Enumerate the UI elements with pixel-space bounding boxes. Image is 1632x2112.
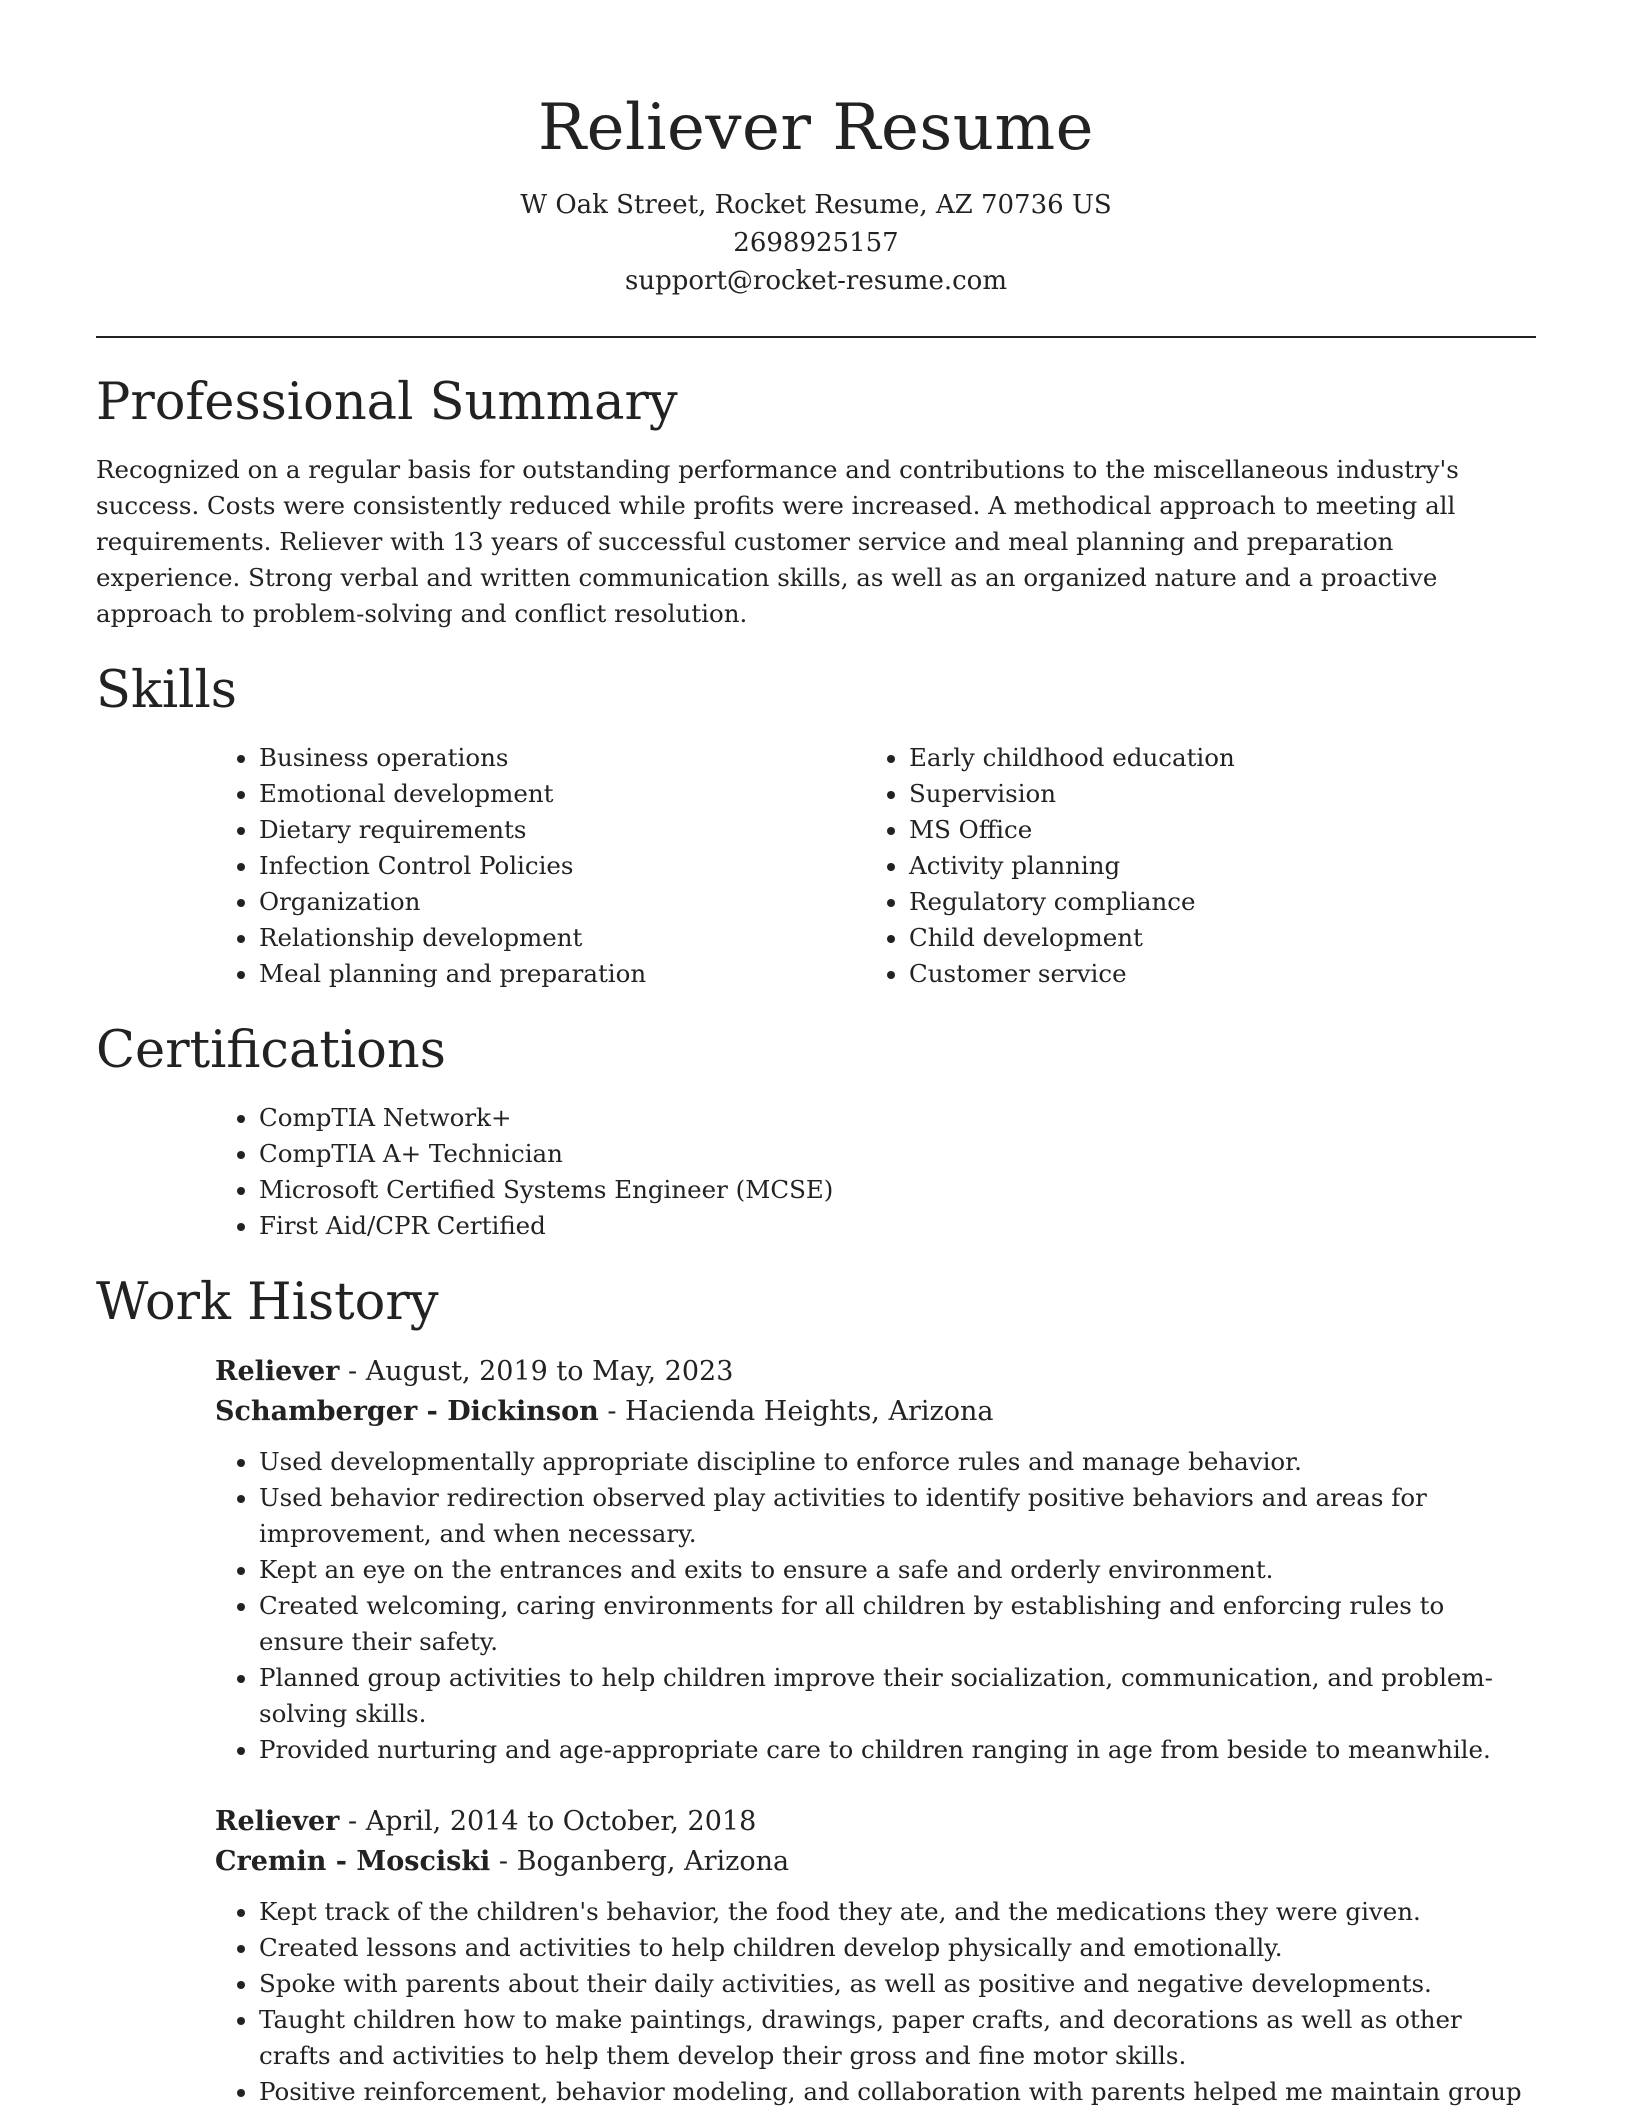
job-duty-item: • Taught children how to make paintings, drawings, paper crafts, and decorations as well as other crafts and activities to help them develop their gross and fine motor skills. xyxy=(259,2002,1536,2074)
job-duty-item: • Kept an eye on the entrances and exits to ensure a safe and orderly environment. xyxy=(259,1552,1536,1588)
skills-list-right xyxy=(865,740,1515,992)
job-duty-item: • Spoke with parents about their daily activities, as well as positive and negative developments. xyxy=(259,1966,1536,2002)
summary-heading: Professional Summary xyxy=(96,373,678,432)
job-duty-item: • Used behavior redirection observed play activities to identify positive behaviors and areas for improvement, and when necessary. xyxy=(259,1480,1536,1552)
job-duty-item: • Created welcoming, caring environments for all children by establishing and enforcing rules to ensure their safety. xyxy=(259,1588,1536,1660)
skills-column-right xyxy=(865,740,1515,992)
certifications-section xyxy=(96,1020,1536,1244)
certification-item: • First Aid/CPR Certified xyxy=(259,1208,1536,1244)
certification-item: • CompTIA A+ Technician xyxy=(259,1136,1536,1172)
certifications-list xyxy=(215,1100,1536,1244)
summary-text: Recognized on a regular basis for outstanding performance and contributions to the miscellaneous industry's success. Costs were consistently reduced while profits were increased. A methodical approach to meeting all requirements. Reliever with 13 years of successful customer service and meal planning and preparation experience. Strong verbal and written communication skills, as well as an organized nature and a proactive approach to problem-solving and conflict resolution. xyxy=(96,455,1459,628)
work-history-heading: Work History xyxy=(96,1273,439,1332)
job-duty-item: • Provided nurturing and age-appropriate care to children ranging in age from beside to meanwhile. xyxy=(259,1732,1536,1768)
work-history-section xyxy=(96,1272,1536,2110)
job-duties-list xyxy=(215,1444,1536,1768)
page-title: Reliever Resume xyxy=(537,91,1095,165)
skill-item: • Emotional development xyxy=(259,776,865,812)
job-company-line xyxy=(215,1842,1536,1882)
job-duty-item: • Used developmentally appropriate discipline to enforce rules and manage behavior. xyxy=(259,1444,1536,1480)
skill-item: • Regulatory compliance xyxy=(909,884,1515,920)
certification-item: • Microsoft Certified Systems Engineer (MCSE) xyxy=(259,1172,1536,1208)
job-entry xyxy=(215,1802,1536,2110)
email-text: support@rocket-resume.com xyxy=(624,266,1007,296)
header-divider xyxy=(96,336,1536,338)
skill-item: • Meal planning and preparation xyxy=(259,956,865,992)
certifications-heading: Certifications xyxy=(96,1021,446,1080)
job-duty-item: • Planned group activities to help children improve their socialization, communication, and problem-solving skills. xyxy=(259,1660,1536,1732)
certification-item: • CompTIA Network+ xyxy=(259,1100,1536,1136)
job-company: Schamberger - Dickinson xyxy=(215,1396,599,1427)
skill-item: • Business operations xyxy=(259,740,865,776)
phone-text: 2698925157 xyxy=(733,228,899,258)
skill-item: • Supervision xyxy=(909,776,1515,812)
job-duty-item: • Kept track of the children's behavior, the food they ate, and the medications they were given. xyxy=(259,1894,1536,1930)
skill-item: • Relationship development xyxy=(259,920,865,956)
skills-heading: Skills xyxy=(96,661,237,720)
job-title: Reliever xyxy=(215,1806,340,1837)
skills-list-left xyxy=(215,740,865,992)
job-duties-list xyxy=(215,1894,1536,2110)
resume-header xyxy=(96,0,1536,300)
job-company: Cremin - Mosciski xyxy=(215,1846,491,1877)
job-location: - Boganberg, Arizona xyxy=(490,1846,790,1877)
skill-item: • MS Office xyxy=(909,812,1515,848)
skills-section xyxy=(96,660,1536,992)
skills-column-left xyxy=(215,740,865,992)
job-title-line xyxy=(215,1352,1536,1392)
job-company-line xyxy=(215,1392,1536,1432)
job-location: - Hacienda Heights, Arizona xyxy=(598,1396,994,1427)
skill-item: • Organization xyxy=(259,884,865,920)
summary-section xyxy=(96,372,1536,632)
skill-item: • Child development xyxy=(909,920,1515,956)
skill-item: • Activity planning xyxy=(909,848,1515,884)
skill-item: • Dietary requirements xyxy=(259,812,865,848)
job-duty-item: • Positive reinforcement, behavior modeling, and collaboration with parents helped me maintain group xyxy=(259,2074,1536,2110)
job-title: Reliever xyxy=(215,1356,340,1387)
skill-item: • Early childhood education xyxy=(909,740,1515,776)
skill-item: • Customer service xyxy=(909,956,1515,992)
job-dates: - August, 2019 to May, 2023 xyxy=(339,1356,734,1387)
skill-item: • Infection Control Policies xyxy=(259,848,865,884)
job-entry xyxy=(215,1352,1536,1768)
certifications-list-wrap xyxy=(215,1100,1536,1244)
skills-grid xyxy=(215,740,1536,992)
address-text: W Oak Street, Rocket Resume, AZ 70736 US xyxy=(520,190,1112,220)
job-duty-item: • Created lessons and activities to help children develop physically and emotionally. xyxy=(259,1930,1536,1966)
job-dates: - April, 2014 to October, 2018 xyxy=(339,1806,757,1837)
contact-info xyxy=(96,186,1536,300)
job-title-line xyxy=(215,1802,1536,1842)
